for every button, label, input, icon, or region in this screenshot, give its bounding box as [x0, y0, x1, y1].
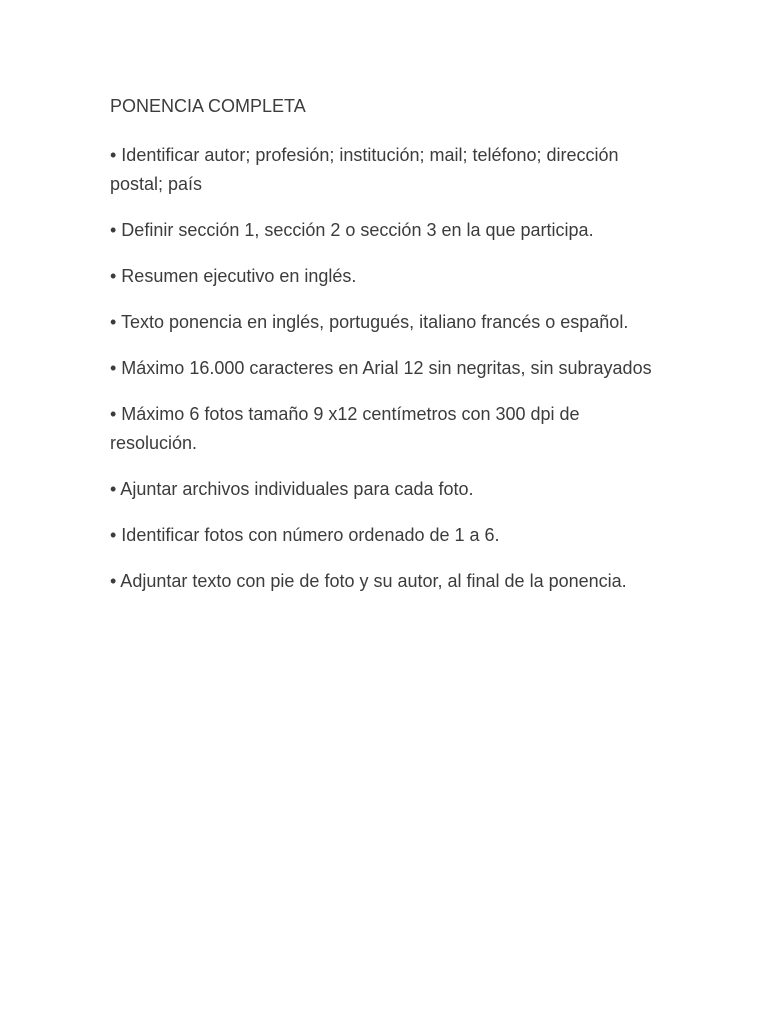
document-content: [110, 93, 670, 613]
list-item: • Máximo 16.000 caracteres en Arial 12 sin negritas, sin subrayados: [110, 358, 652, 378]
document-title: PONENCIA COMPLETA: [110, 96, 306, 116]
list-item: • Texto ponencia en inglés, portugués, italiano francés o español.: [110, 312, 629, 332]
list-item: • Identificar autor; profesión; institución; mail; teléfono; dirección postal; país: [110, 145, 619, 194]
list-item: • Identificar fotos con número ordenado de 1 a 6.: [110, 525, 500, 545]
list-item: • Adjuntar texto con pie de foto y su autor, al final de la ponencia.: [110, 571, 627, 591]
requirements-list: [110, 141, 670, 596]
list-item: • Máximo 6 fotos tamaño 9 x12 centímetros con 300 dpi de resolución.: [110, 404, 580, 453]
list-item: • Resumen ejecutivo en inglés.: [110, 266, 357, 286]
list-item: • Ajuntar archivos individuales para cada foto.: [110, 479, 474, 499]
list-item: • Definir sección 1, sección 2 o sección 3 en la que participa.: [110, 220, 594, 240]
